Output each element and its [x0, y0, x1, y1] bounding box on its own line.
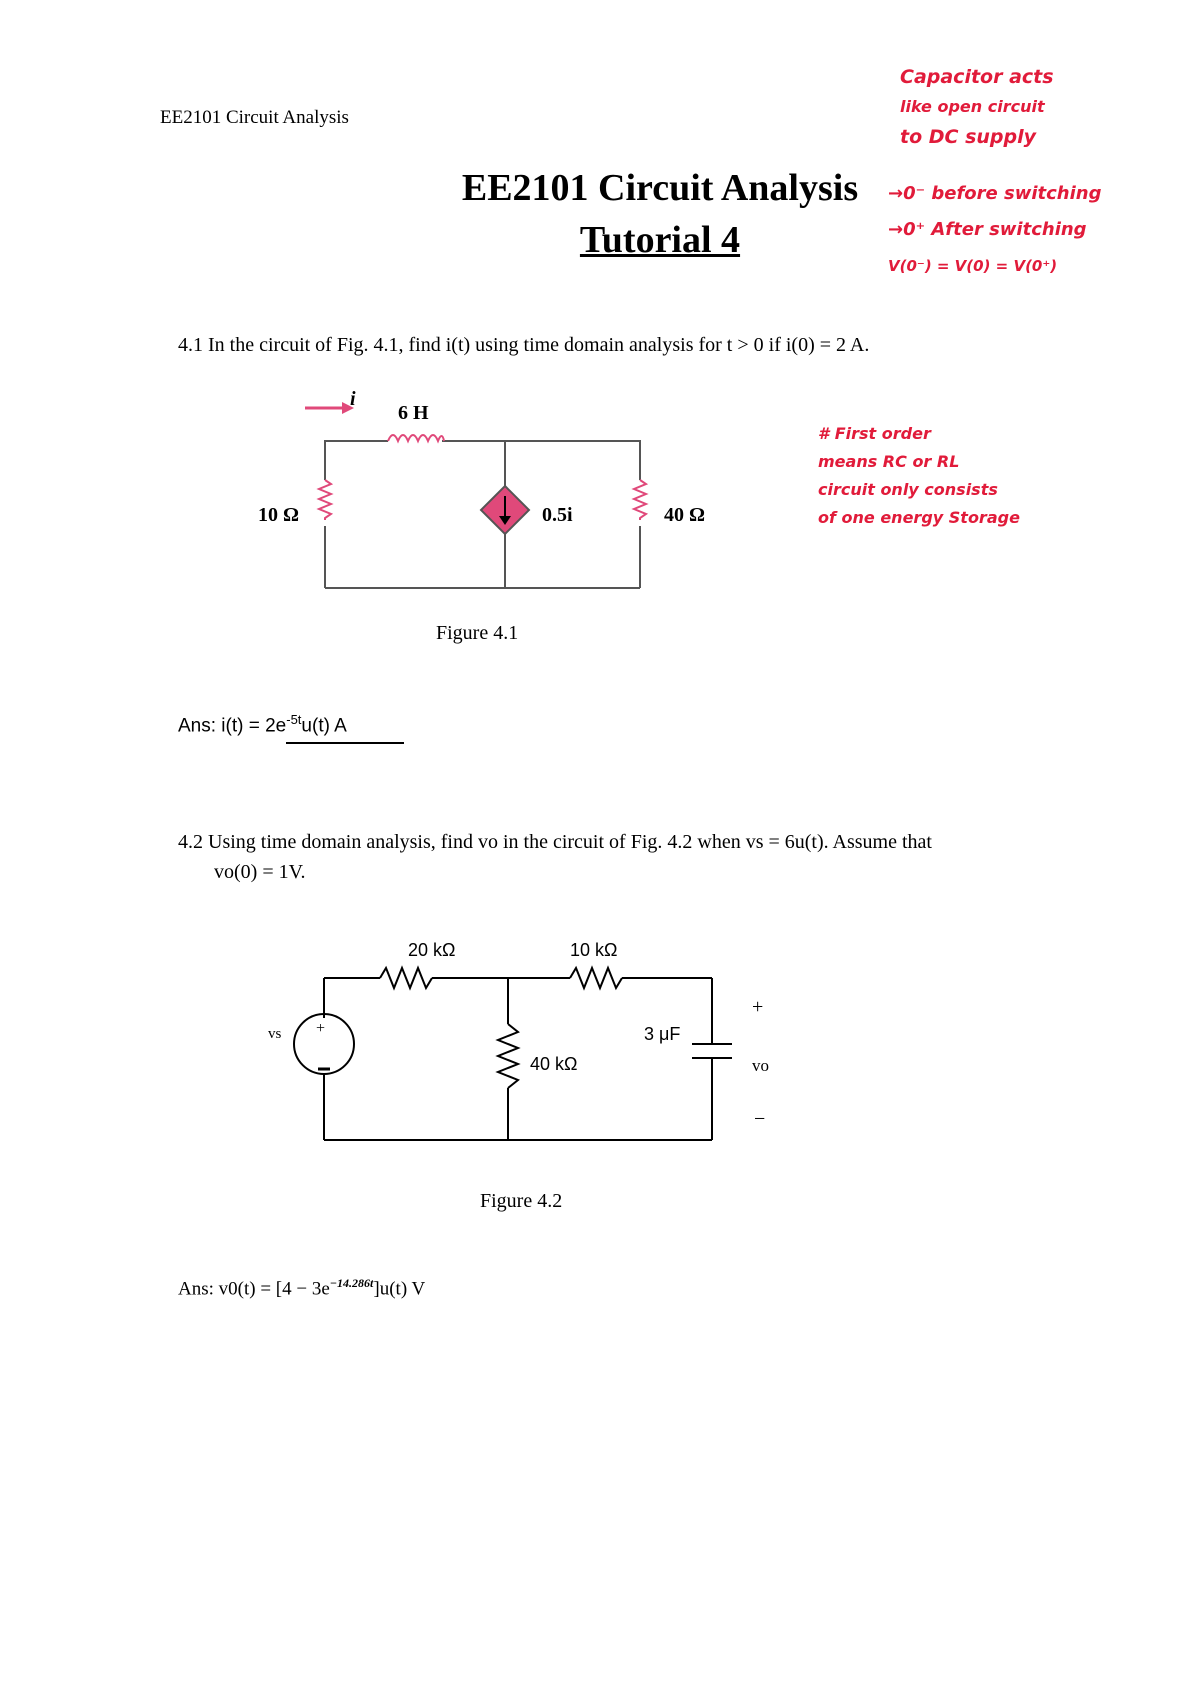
- figure-4-2-caption: Figure 4.2: [480, 1190, 563, 1212]
- resistor-10-ohm: [319, 480, 331, 520]
- resistor-20k-label: 20 kΩ: [408, 940, 456, 960]
- resistor-10k-label: 10 kΩ: [570, 940, 618, 960]
- resistor-10-label: 10 Ω: [258, 504, 300, 526]
- resistor-20k: [380, 968, 432, 988]
- note-line: of one energy Storage: [818, 508, 1020, 527]
- handwritten-note-first-order: [818, 420, 1020, 532]
- source-label: 0.5i: [542, 504, 573, 526]
- vo-minus-label: −: [754, 1108, 766, 1130]
- answer-4-1: [178, 712, 347, 737]
- handwritten-note-capacitor: [900, 62, 1054, 152]
- answer-4-2: [178, 1276, 425, 1300]
- note-line: circuit only consists: [818, 480, 998, 499]
- question-4-1: 4.1 In the circuit of Fig. 4.1, find i(t) using time domain analysis for t > 0 if i(0) = 2 A.: [178, 334, 870, 356]
- note-line: to DC supply: [900, 126, 1037, 148]
- vo-label: vo: [752, 1056, 769, 1075]
- note-line: V(0⁻) = V(0) = V(0⁺): [888, 257, 1058, 275]
- resistor-40-label: 40 Ω: [664, 504, 706, 526]
- answer-suffix: u(t) A: [301, 715, 347, 737]
- answer-exponent: −14.286t: [329, 1276, 374, 1290]
- source-plus-label: +: [316, 1020, 326, 1037]
- current-label: i: [350, 388, 356, 410]
- question-4-2-line1: 4.2 Using time domain analysis, find vo in the circuit of Fig. 4.2 when vs = 6u(t). Assume that: [178, 831, 932, 853]
- answer-prefix: Ans: i(t) = 2e: [178, 715, 287, 737]
- answer-exponent: -5t: [286, 712, 302, 727]
- inductor: [388, 435, 444, 441]
- note-line: # First order: [818, 424, 931, 443]
- question-4-2-line2: vo(0) = 1V.: [214, 861, 306, 883]
- resistor-40k-label: 40 kΩ: [530, 1054, 578, 1074]
- note-line: Capacitor acts: [900, 66, 1054, 88]
- handwritten-note-switching: [888, 176, 1102, 284]
- resistor-40k: [498, 1024, 518, 1088]
- note-line: →0⁻ before switching: [888, 183, 1102, 204]
- document-title: EE2101 Circuit Analysis: [461, 167, 859, 209]
- figure-4-1-caption: Figure 4.1: [436, 622, 519, 644]
- capacitor-label: 3 μF: [644, 1024, 681, 1044]
- vo-plus-label: +: [752, 996, 764, 1018]
- answer-suffix: ]u(t) V: [373, 1278, 426, 1300]
- source-vs-label: vs: [268, 1026, 282, 1042]
- note-line: →0⁺ After switching: [888, 219, 1087, 240]
- resistor-10k: [570, 968, 622, 988]
- page-header: EE2101 Circuit Analysis: [160, 107, 349, 128]
- figure-4-1-circuit: [250, 388, 730, 598]
- answer-prefix: Ans: v0(t) = [4 − 3e: [178, 1278, 330, 1300]
- answer-underline: [286, 742, 404, 744]
- resistor-40-ohm: [634, 480, 646, 520]
- document-subtitle: Tutorial 4: [579, 219, 741, 261]
- note-line: like open circuit: [900, 97, 1045, 116]
- figure-4-2-circuit: [280, 940, 800, 1160]
- note-line: means RC or RL: [818, 452, 960, 471]
- inductor-label: 6 H: [398, 402, 429, 424]
